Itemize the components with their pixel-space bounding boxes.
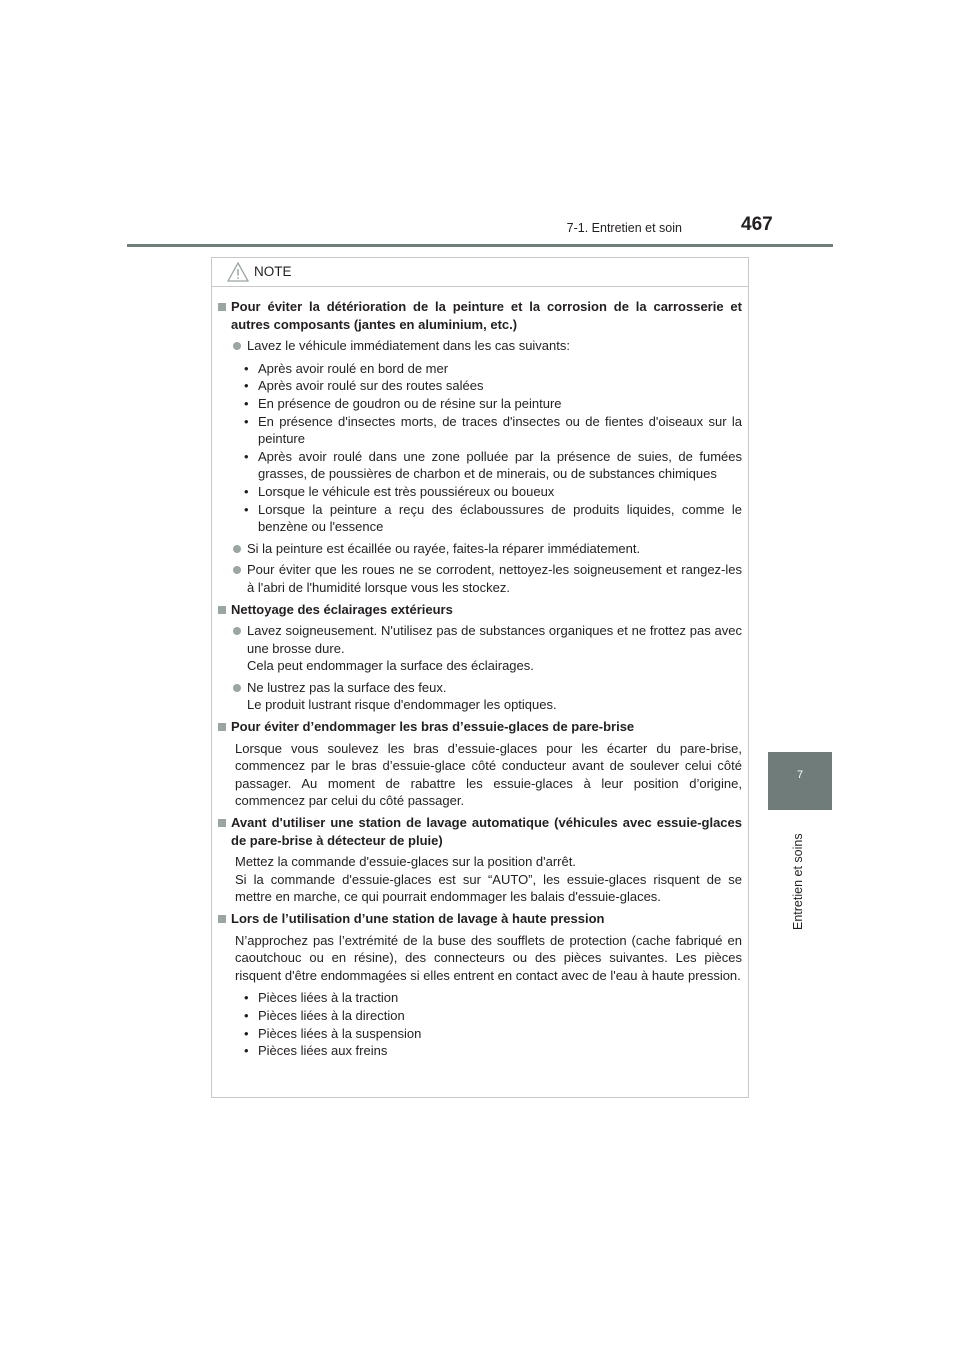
sub-bullet-icon: • <box>244 1043 249 1059</box>
bullet-text: Si la peinture est écaillée ou rayée, faites-la réparer immédiatement. <box>247 540 641 556</box>
sub-bullet-icon: • <box>244 990 249 1006</box>
square-marker-icon <box>218 606 226 614</box>
sub-bullet-icon: • <box>244 413 249 429</box>
sub-item <box>244 1042 742 1060</box>
sub-item <box>244 1007 742 1025</box>
sub-bullet-icon: • <box>244 360 249 376</box>
page-number: 467 <box>741 214 773 235</box>
square-marker-icon <box>218 303 226 311</box>
paragraph: N’approchez pas l’extrémité de la buse des soufflets de protection (cache fabriqué en caoutchouc ou en résine), des connecteurs ou des pièces suivantes. Les pièces risquent d'être endommagées si elles entrent en contact avec de l'eau à haute pression. <box>235 932 742 983</box>
paragraph: Mettez la commande d'essuie-glaces sur la position d'arrêt. <box>235 854 576 870</box>
dot-marker-icon <box>233 566 241 574</box>
bullet-item <box>217 540 742 558</box>
square-marker-icon <box>218 723 226 731</box>
paragraph: Lorsque vous soulevez les bras d’essuie-glaces pour les écarter du pare-brise, commencez par le bras d’essuie-glace côté conducteur avant de soulever celui côté passager. Au moment de rabattre les essuie-glaces à leur position d’origine, commencez par celui du côté passager. <box>235 740 742 809</box>
sub-item-text: Pièces liées à la suspension <box>258 1025 422 1041</box>
dot-marker-icon <box>233 627 241 635</box>
sub-item-text: Après avoir roulé sur des routes salées <box>258 378 484 394</box>
sub-item <box>244 413 742 448</box>
bullet-item <box>217 337 742 355</box>
header-section-title: 7-1. Entretien et soin <box>566 221 682 235</box>
section-heading <box>217 814 742 849</box>
sub-item-text: Après avoir roulé en bord de mer <box>258 360 449 376</box>
section-title: Pour éviter la détérioration de la peinture et la corrosion de la carrosserie et autres composants (jantes en aluminium, etc.) <box>231 299 742 332</box>
bullet-text-secondary: Cela peut endommager la surface des éclairages. <box>247 658 534 674</box>
sub-list <box>217 989 742 1059</box>
sub-bullet-icon: • <box>244 395 249 411</box>
dot-marker-icon <box>233 684 241 692</box>
bullet-text: Lavez soigneusement. N'utilisez pas de substances organiques et ne frottez pas avec une brosse dure. <box>247 623 742 656</box>
sub-item-text: Pièces liées à la direction <box>258 1007 405 1023</box>
sub-item-text: Lorsque la peinture a reçu des éclaboussures de produits liquides, comme le benzène ou l'essence <box>258 501 742 535</box>
sub-item <box>244 989 742 1007</box>
section-heading <box>217 601 742 619</box>
sub-bullet-icon: • <box>244 483 249 499</box>
note-box <box>211 257 749 1098</box>
section-heading <box>217 718 742 736</box>
sub-bullet-icon: • <box>244 501 249 517</box>
chapter-tab <box>768 752 832 810</box>
bullet-text: Ne lustrez pas la surface des feux. <box>247 679 447 695</box>
sub-item <box>244 377 742 395</box>
sub-item <box>244 395 742 413</box>
sub-item-text: En présence de goudron ou de résine sur la peinture <box>258 395 562 411</box>
bullet-text-secondary: Le produit lustrant risque d'endommager les optiques. <box>247 697 557 713</box>
warning-triangle-icon <box>227 262 249 287</box>
note-body <box>217 298 742 1064</box>
sub-bullet-icon: • <box>244 1025 249 1041</box>
sub-item-text: Après avoir roulé dans une zone polluée par la présence de suies, de fumées grasses, de poussières de charbon et de minerais, ou de substances chimiques <box>258 448 742 482</box>
section-heading <box>217 298 742 333</box>
section-title: Pour éviter d’endommager les bras d’essuie-glaces de pare-brise <box>231 719 635 735</box>
sub-item <box>244 483 742 501</box>
bullet-text: Pour éviter que les roues ne se corrodent, nettoyez-les soigneusement et rangez-les à l'abri de l'humidité lorsque vous les stockez. <box>247 562 742 595</box>
paragraph-block <box>217 853 742 906</box>
section-heading <box>217 910 742 928</box>
paragraph: Si la commande d'essuie-glaces est sur “AUTO”, les essuie-glaces risquent de se mettre en marche, ce qui pourrait endommager les balais d'essuie-glaces. <box>235 871 742 905</box>
note-title: NOTE <box>254 264 292 279</box>
sub-item <box>244 501 742 536</box>
sub-list <box>217 360 742 536</box>
section-title: Nettoyage des éclairages extérieurs <box>231 601 453 617</box>
sub-item-text: Pièces liées aux freins <box>258 1043 388 1059</box>
square-marker-icon <box>218 915 226 923</box>
header-rule <box>127 244 833 247</box>
sub-bullet-icon: • <box>244 1007 249 1023</box>
bullet-text-block <box>247 679 742 714</box>
bullet-item <box>217 622 742 675</box>
note-header <box>212 258 748 287</box>
sub-bullet-icon: • <box>244 378 249 394</box>
square-marker-icon <box>218 819 226 827</box>
side-chapter-label: Entretien et soins <box>791 833 805 930</box>
chapter-tab-number: 7 <box>796 769 804 781</box>
dot-marker-icon <box>233 342 241 350</box>
sub-item-text: Pièces liées à la traction <box>258 990 399 1006</box>
sub-bullet-icon: • <box>244 448 249 464</box>
sub-item <box>244 448 742 483</box>
sub-item <box>244 1025 742 1043</box>
bullet-item <box>217 679 742 714</box>
sub-item-text: En présence d'insectes morts, de traces d'insectes ou de fientes d'oiseaux sur la peinture <box>258 413 742 447</box>
bullet-item <box>217 561 742 596</box>
bullet-text-block <box>247 622 742 675</box>
sub-item-text: Lorsque le véhicule est très poussiéreux ou boueux <box>258 483 555 499</box>
section-title: Lors de l’utilisation d’une station de lavage à haute pression <box>231 911 605 926</box>
section-title: Avant d'utiliser une station de lavage automatique (véhicules avec essuie-glaces de pare-brise à détecteur de pluie) <box>231 815 742 848</box>
sub-item <box>244 360 742 378</box>
bullet-text: Lavez le véhicule immédiatement dans les cas suivants: <box>247 338 570 354</box>
dot-marker-icon <box>233 545 241 553</box>
